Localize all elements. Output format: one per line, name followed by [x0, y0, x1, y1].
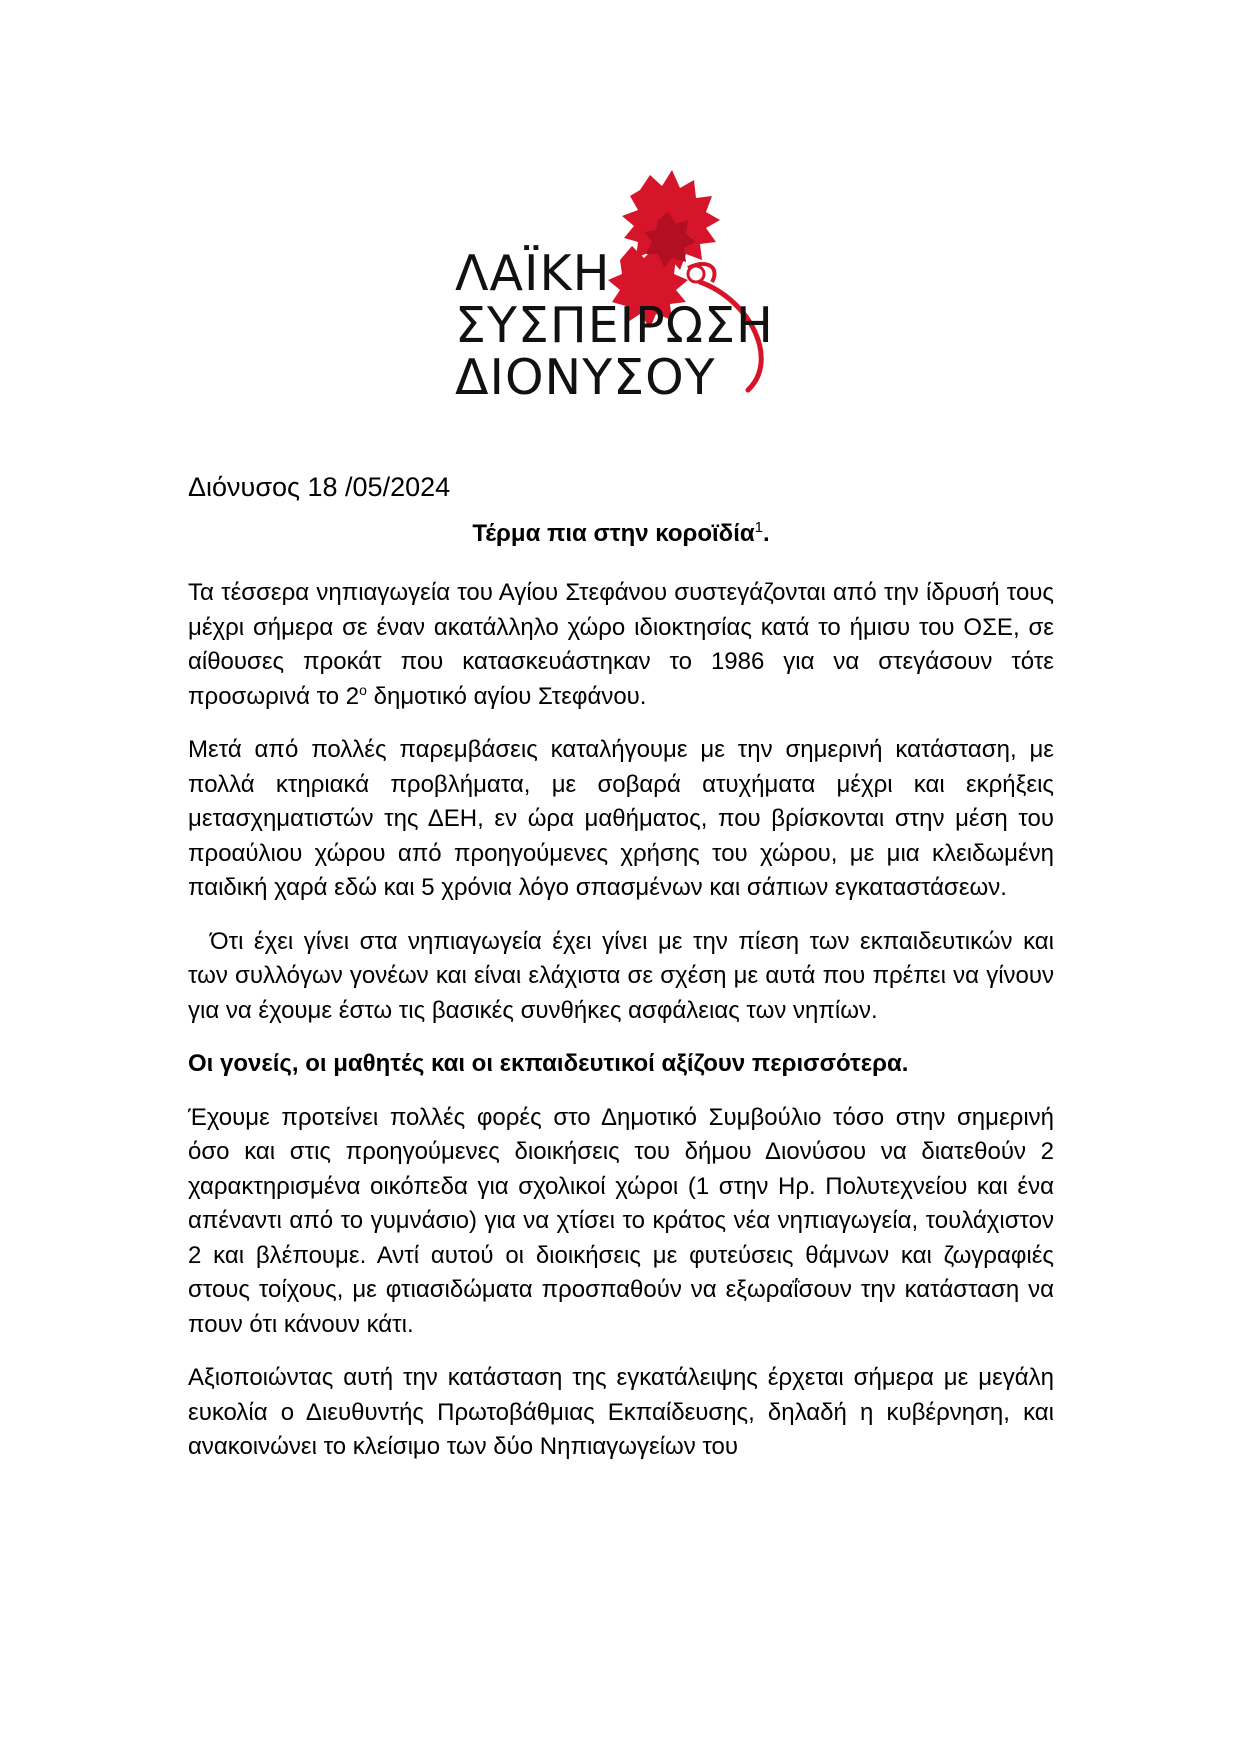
logo-line-3: ΔΙΟΝΥΣΟΥ [455, 349, 716, 406]
paragraph-2: Μετά από πολλές παρεμβάσεις καταλήγουμε με την σημερινή κατάσταση, με πολλά κτηριακά προβλήματα, με σοβαρά ατυχήματα μέχρι και εκρήξεις μετασχηματιστών της ΔΕΗ, εν ώρα μαθήματος, που βρίσκονται στην μέση του προαύλιου χώρου από προηγούμενες χρήσης του χώρου, με μια κλειδωμένη παιδική χαρά εδώ και 5 χρόνια λόγο σπασμένων και σάπιων εγκαταστάσεων. [188, 736, 1054, 901]
paragraph-1-text: Τα τέσσερα νηπιαγωγεία του Αγίου Στεφάνου συστεγάζονται από την ίδρυσή τους μέχρι σήμερα σε έναν ακατάλληλο χώρο ιδιοκτησίας κατά το ήμισυ του ΟΣΕ, σε αίθουσες προκάτ που κατασκευάστηκαν το 1986 για να στεγάσουν τότε προσωρινά το 2 [188, 579, 1054, 710]
document-date: Διόνυσος 18 /05/2024 [188, 472, 451, 502]
logo-line-2: ΣΥΣΠΕΙΡΩΣΗ [455, 297, 774, 354]
ordinal-superscript: ο [359, 681, 367, 698]
document-body [188, 470, 1054, 1484]
title-text: Τέρμα πια στην κοροϊδία [472, 520, 755, 547]
paragraph-1-text-end: δημοτικό αγίου Στεφάνου. [366, 682, 647, 710]
document-title [188, 518, 1054, 550]
paragraph-3: Ότι έχει γίνει στα νηπιαγωγεία έχει γίνει με την πίεση των εκπαιδευτικών και των συλλόγων γονέων και είναι ελάχιστα σε σχέση με αυτά που πρέπει να γίνουν για να έχουμε έστω τις βασικές συνθήκες ασφάλειας των νηπίων. [188, 927, 1054, 1024]
title-footnote-marker: 1 [754, 519, 763, 536]
paragraph-1 [188, 576, 1054, 714]
paragraph-4: Έχουμε προτείνει πολλές φορές στο Δημοτικό Συμβούλιο τόσο στην σημερινή όσο και στις προηγούμενες διοικήσεις του δήμου Διονύσου να διατεθούν 2 χαρακτηρισμένα οικόπεδα για σχολικοί χώροι (1 στην Ηρ. Πολυτεχνείου και ένα απέναντι από το γυμνάσιο) για να χτίσει το κράτος νέα νηπιαγωγεία, τουλάχιστον 2 και βλέπουμε. Αντί αυτού οι διοικήσεις με φυτεύσεις θάμνων και ζωγραφιές στους τοίχους, με φτιασιδώματα προσπαθούν να εξωραΐσουν την κατάσταση να πουν ότι κάνουν κάτι. [188, 1103, 1054, 1338]
paragraph-5: Αξιοποιώντας αυτή την κατάσταση της εγκατάλειψης έρχεται σήμερα με μεγάλη ευκολία ο Διευθυντής Πρωτοβάθμιας Εκπαίδευσης, δηλαδή η κυβέρνηση, και ανακοινώνει το κλείσιμο των δύο Νηπιαγωγείων του [188, 1364, 1054, 1460]
bold-statement: Οι γονείς, οι μαθητές και οι εκπαιδευτικοί αξίζουν περισσότερα. [188, 1050, 909, 1077]
title-end: . [763, 520, 770, 547]
logo-wordmark [455, 245, 774, 406]
logo-line-1: ΛΑΪΚΗ [455, 245, 611, 302]
